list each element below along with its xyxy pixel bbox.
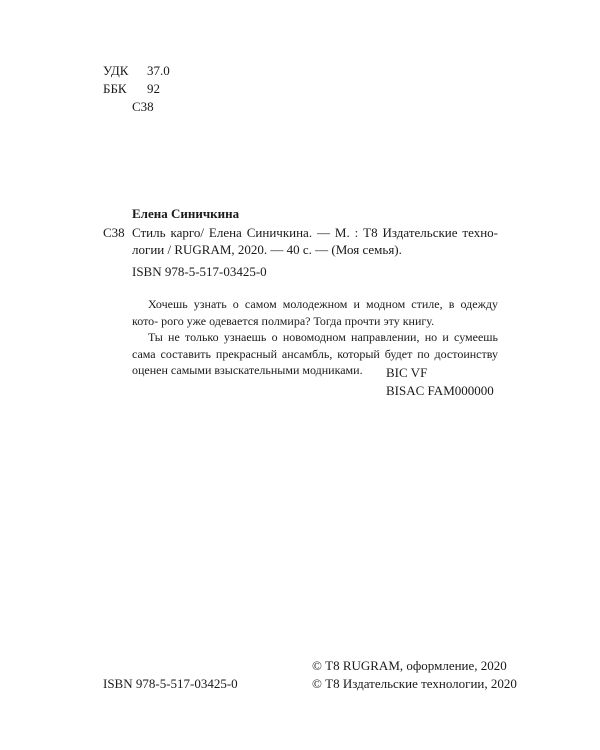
bic-code: BIC VF xyxy=(386,365,428,380)
author-mark: С38 xyxy=(132,99,154,114)
bisac-code: BISAC FAM000000 xyxy=(386,383,494,398)
isbn-record: ISBN 978-5-517-03425-0 xyxy=(132,264,267,279)
copyright-publisher: © Т8 Издательские технологии, 2020 xyxy=(312,676,517,691)
cutter-number: С38 xyxy=(103,225,125,240)
annotation xyxy=(132,296,498,379)
bbk-label: ББК xyxy=(103,81,127,96)
udk-label: УДК xyxy=(103,63,129,78)
bbk-value: 92 xyxy=(147,81,160,96)
annotation-paragraph-1: Хочешь узнать о самом молодежном и модном стиле, в одежду кото- рого уже одевается полмира? Тогда прочти эту книгу. xyxy=(132,297,498,328)
isbn-footer: ISBN 978-5-517-03425-0 xyxy=(103,676,238,691)
annotation-paragraph-2: Ты не только узнаешь о новомодном направлении, но и сумеешь сама составить прекрасный ансамбль, который будет по достоинству оценен самыми взыскательными модниками. xyxy=(132,330,498,377)
author-name: Елена Синичкина xyxy=(132,206,240,221)
copyright-design: © Т8 RUGRAM, оформление, 2020 xyxy=(312,658,507,673)
udk-value: 37.0 xyxy=(147,63,170,78)
bibliographic-description: Стиль карго/ Елена Синичкина. — М. : Т8 Издательские техно- логии / RUGRAM, 2020. — 40 с. — (Моя семья). xyxy=(132,225,498,257)
